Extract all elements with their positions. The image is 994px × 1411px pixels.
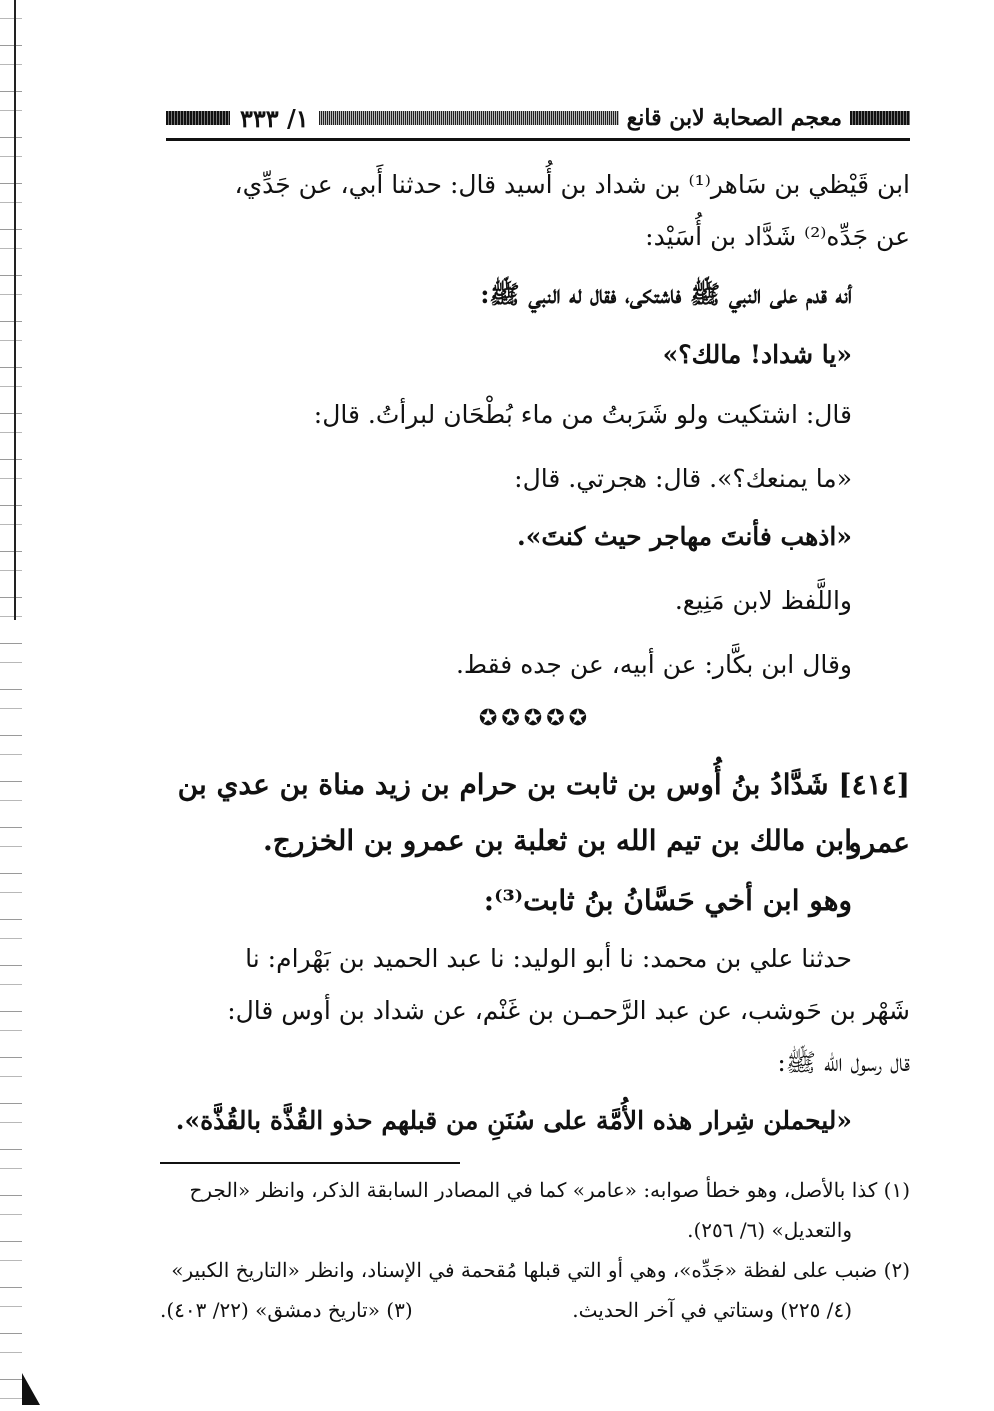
body-line-8: واللَّفظ لابن مَنِيع. bbox=[674, 586, 852, 615]
body-line-5: قال: اشتكيت ولو شَرَبتُ من ماء بُطْحَان لبرأتُ. قال: bbox=[313, 400, 852, 429]
body-line-2: عن جَدِّه⁽²⁾ شَدَّاد بن أُسَيْد: bbox=[645, 222, 910, 251]
scan-corner-mark bbox=[22, 1373, 40, 1405]
body-line-7: «اذهب فأنتَ مهاجر حيث كنتَ». bbox=[517, 522, 852, 551]
body-line-9: وقال ابن بكَّار: عن أبيه، عن جده فقط. bbox=[455, 650, 852, 679]
section-separator: ✪✪✪✪✪ bbox=[478, 706, 592, 731]
body-line-4: «يا شداد! مالك؟» bbox=[662, 340, 852, 369]
body-line-6: «ما يمنعك؟». قال: هجرتي. قال: bbox=[514, 464, 852, 493]
footnote-row-last bbox=[160, 1290, 910, 1330]
header-bar-middle bbox=[319, 111, 619, 125]
scan-edge-left bbox=[0, 0, 22, 1411]
footnote-1-line-2: والتعديل» (٦/ ٢٥٦). bbox=[687, 1218, 852, 1242]
hadith-line-2: شَهْر بن حَوشب، عن عبد الرَّحمـن بن غَنْم، عن شداد بن أوس قال: bbox=[227, 996, 910, 1025]
footnote-rule bbox=[160, 1162, 460, 1164]
book-page bbox=[160, 90, 910, 1390]
footnotes bbox=[160, 1170, 910, 1330]
entry-heading-line-3: وهو ابن أخي حَسَّانُ بنُ ثابت⁽³⁾: bbox=[483, 884, 852, 917]
hadith-line-1: حدثنا علي بن محمد: نا أبو الوليد: نا عبد الحميد بن بَهْرام: نا bbox=[245, 944, 852, 973]
body-line-3: أنه قدم على النبي ﷺ فاشتكى، فقال له النبي ﷺ: bbox=[480, 280, 852, 309]
footnote-1-line-1: (١) كذا بالأصل، وهو خطأ صوابه: «عامر» كما في المصادر السابقة الذكر، وانظر «الجرح bbox=[189, 1178, 910, 1202]
hadith-line-3: قال رسول الله ﷺ: bbox=[777, 1048, 910, 1077]
header-title: معجم الصحابة لابن قانع bbox=[626, 105, 842, 131]
header-page-number: ١/ ٣٣٣ bbox=[240, 103, 309, 133]
header-bar-left bbox=[166, 111, 230, 125]
body-line-1: ابن قَيْظي بن سَاهر⁽¹⁾ بن شداد بن أُسيد قال: حدثنا أَبي، عن جَدِّي، bbox=[234, 170, 910, 199]
entry-heading-line-2: ابن مالك بن تيم الله بن ثعلبة بن عمرو بن الخزرج. bbox=[263, 824, 852, 857]
running-header bbox=[166, 98, 910, 141]
footnote-2-line-2: (٤/ ٢٢٥) وستاتي في آخر الحديث. bbox=[572, 1298, 852, 1322]
entry-heading-line-1: [٤١٤] شَدَّادُ بنُ أُوس بن ثابت بن حرام بن زيد مناة بن عدي بن عمرو bbox=[177, 768, 910, 859]
footnote-2-line-1: (٢) ضبب على لفظة «جَدِّه»، وهي أو التي قبلها مُقحمة في الإسناد، وانظر «التاريخ الكبير» bbox=[171, 1258, 910, 1282]
footnote-3: (٣) «تاريخ دمشق» (٢٢/ ٤٠٣). bbox=[160, 1298, 413, 1322]
scan-binding-line bbox=[14, 0, 16, 620]
hadith-line-4: «ليحملن شِرار هذه الأُمَّة على سُنَنِ من قبلهم حذو القُذَّة بالقُذَّة». bbox=[175, 1106, 852, 1135]
header-bar-right bbox=[850, 111, 910, 125]
